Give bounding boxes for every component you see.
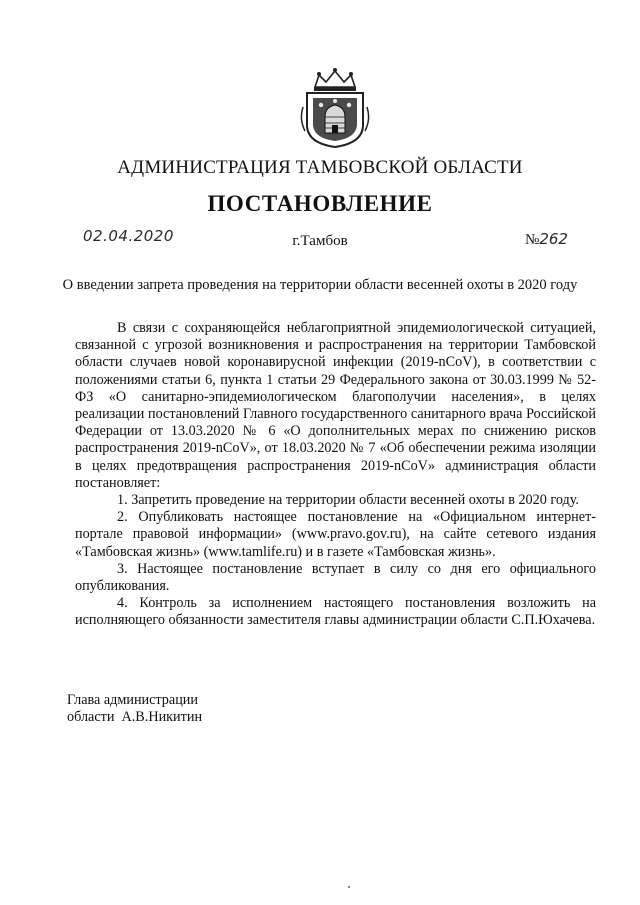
body-paragraph-item-2: 2. Опубликовать настоящее постановление на «Официальном интернет-портале правовой информации» (www.pravo.gov.ru), на сайте сетевого издания «Тамбовская жизнь» (www.tamlife.ru) и в газете «Тамбовская жизнь». — [75, 509, 596, 560]
body-paragraph-preamble: В связи с сохраняющейся неблагоприятной эпидемиологической ситуацией, связанной с угрозой возникновения и распространения на территории Тамбовской области случаев новой коронавирусной инфекции (2019-nCoV), в соответствии с положениями статьи 6, пункта 1 статьи 29 Федерального закона от 30.03.1999 № 52-ФЗ «О санитарно-эпидемиологическом благополучии населения», в целях реализации постановлений Главного государственного санитарного врача Российской Федерации от 13.03.2020 № 6 «О дополнительных мерах по снижению рисков распространения 2019-nCoV», от 18.03.2020 № 7 «Об обеспечении режима изоляции в целях предотвращения распространения 2019-nCoV» администрация области постановляет: — [75, 320, 596, 491]
document-number — [525, 230, 568, 249]
number-prefix: № — [525, 232, 540, 248]
signature-block — [67, 692, 202, 725]
signature-name: области А.В.Никитин — [67, 708, 203, 725]
number-value: 262 — [539, 230, 568, 248]
document-city: г.Тамбов — [292, 233, 348, 249]
signature-position: Глава администрации — [67, 692, 198, 708]
body-paragraph-item-4: 4. Контроль за исполнением настоящего постановления возложить на исполняющего обязанности заместителя главы администрации области С.П.Юхачева. — [75, 595, 596, 629]
document-date: 02.04.2020 — [83, 227, 174, 245]
document-subject: О введении запрета проведения на территории области весенней охоты в 2020 году — [62, 277, 578, 293]
document-type-title: ПОСТАНОВЛЕНИЕ — [207, 191, 433, 216]
organization-title: АДМИНИСТРАЦИЯ ТАМБОВСКОЙ ОБЛАСТИ — [117, 157, 523, 178]
coat-of-arms-icon — [299, 67, 371, 149]
scan-speck — [348, 886, 350, 888]
body-paragraph-item-3: 3. Настоящее постановление вступает в силу со дня его официального опубликования. — [75, 560, 596, 595]
body-paragraph-item-1: 1. Запретить проведение на территории области весенней охоты в 2020 году. — [117, 492, 579, 509]
document-body — [75, 320, 596, 630]
